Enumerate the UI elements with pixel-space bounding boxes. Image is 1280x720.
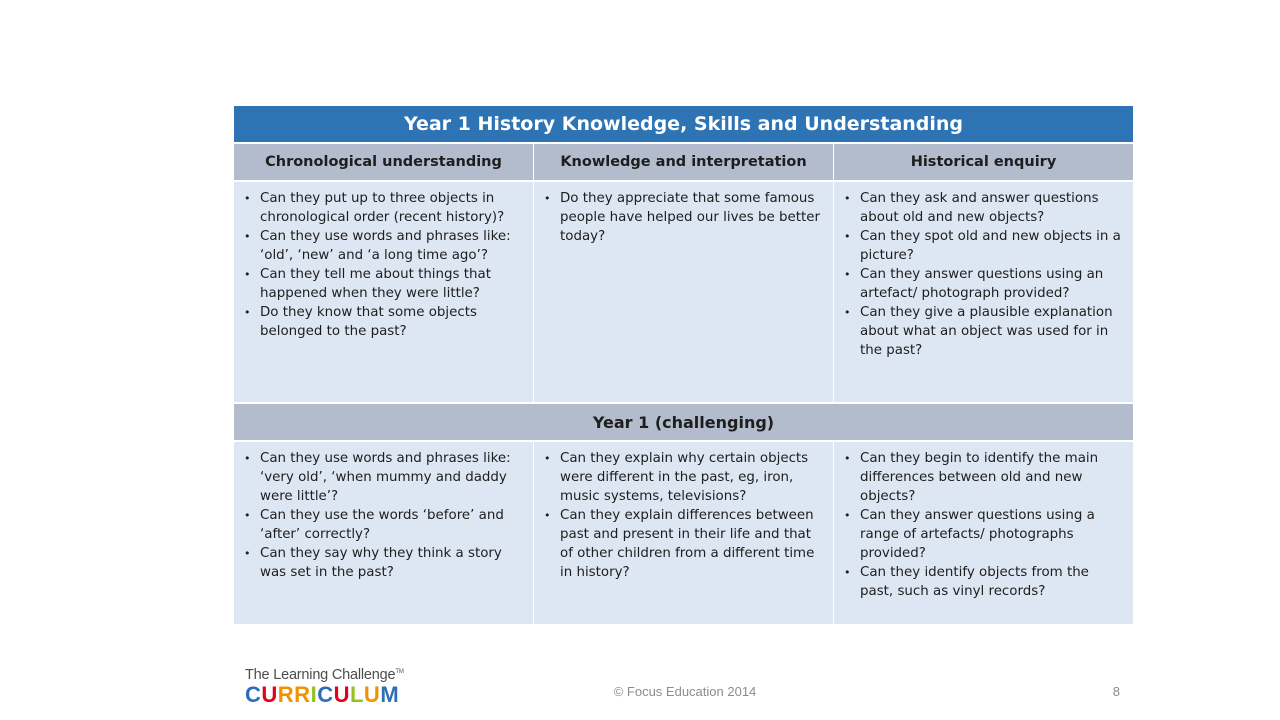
- list-item: • Can they spot old and new objects in a picture?: [842, 227, 1123, 265]
- core-enquiry-cell: [833, 180, 1133, 402]
- list-item: • Can they use words and phrases like: ‘old’, ‘new’ and ‘a long time ago’?: [242, 227, 523, 265]
- list-item: • Can they say why they think a story was set in the past?: [242, 544, 523, 582]
- logo-letter: L: [349, 682, 364, 707]
- learning-challenge-logo: [245, 667, 420, 713]
- core-knowledge-cell: [533, 180, 833, 402]
- trademark-mark: TM: [395, 669, 404, 676]
- list-item: • Can they give a plausible explanation about what an object was used for in the past?: [842, 303, 1123, 360]
- logo-letter: C: [245, 682, 262, 707]
- column-header-enquiry: Historical enquiry: [833, 142, 1133, 180]
- list-item: • Can they ask and answer questions about old and new objects?: [842, 189, 1123, 227]
- list-item: • Can they tell me about things that happened when they were little?: [242, 265, 523, 303]
- list-item: • Do they appreciate that some famous people have helped our lives be better today?: [542, 189, 823, 246]
- logo-letter: U: [363, 682, 381, 707]
- core-chronological-cell: [234, 180, 533, 402]
- challenging-knowledge-cell: [533, 440, 833, 624]
- list-item: • Can they begin to identify the main differences between old and new objects?: [842, 449, 1123, 506]
- challenging-enquiry-cell: [833, 440, 1133, 624]
- logo-letter: I: [310, 682, 318, 707]
- list-item: • Can they use the words ‘before’ and ‘after’ correctly?: [242, 506, 523, 544]
- list-item: • Do they know that some objects belonged to the past?: [242, 303, 523, 341]
- column-header-chronological: Chronological understanding: [234, 142, 533, 180]
- list-item: • Can they put up to three objects in chronological order (recent history)?: [242, 189, 523, 227]
- history-skills-table: [234, 106, 1133, 624]
- list-item: • Can they answer questions using a range of artefacts/ photographs provided?: [842, 506, 1123, 563]
- column-header-knowledge: Knowledge and interpretation: [533, 142, 833, 180]
- challenging-chronological-cell: [234, 440, 533, 624]
- logo-letter: M: [380, 682, 400, 707]
- logo-tagline-text: The Learning Challenge: [245, 667, 396, 683]
- logo-letter: C: [317, 682, 334, 707]
- list-item: • Can they explain why certain objects were different in the past, eg, iron, music systems, televisions?: [542, 449, 823, 506]
- list-item: • Can they answer questions using an artefact/ photograph provided?: [842, 265, 1123, 303]
- challenging-section-title: Year 1 (challenging): [234, 402, 1133, 440]
- logo-letter: U: [261, 682, 278, 707]
- logo-tagline: [245, 667, 420, 683]
- list-item: • Can they use words and phrases like: ‘very old’, ‘when mummy and daddy were little’?: [242, 449, 523, 506]
- logo-letter: U: [333, 682, 350, 707]
- page-number: 8: [1112, 684, 1120, 699]
- list-item: • Can they explain differences between past and present in their life and that of other children from a different time in history?: [542, 506, 823, 582]
- logo-wordmark: [245, 682, 420, 708]
- logo-letter: R: [277, 682, 295, 707]
- list-item: • Can they identify objects from the past, such as vinyl records?: [842, 563, 1123, 601]
- logo-letter: R: [294, 682, 311, 707]
- copyright-footer: © Focus Education 2014: [613, 684, 757, 699]
- table-title: Year 1 History Knowledge, Skills and Understanding: [234, 106, 1133, 142]
